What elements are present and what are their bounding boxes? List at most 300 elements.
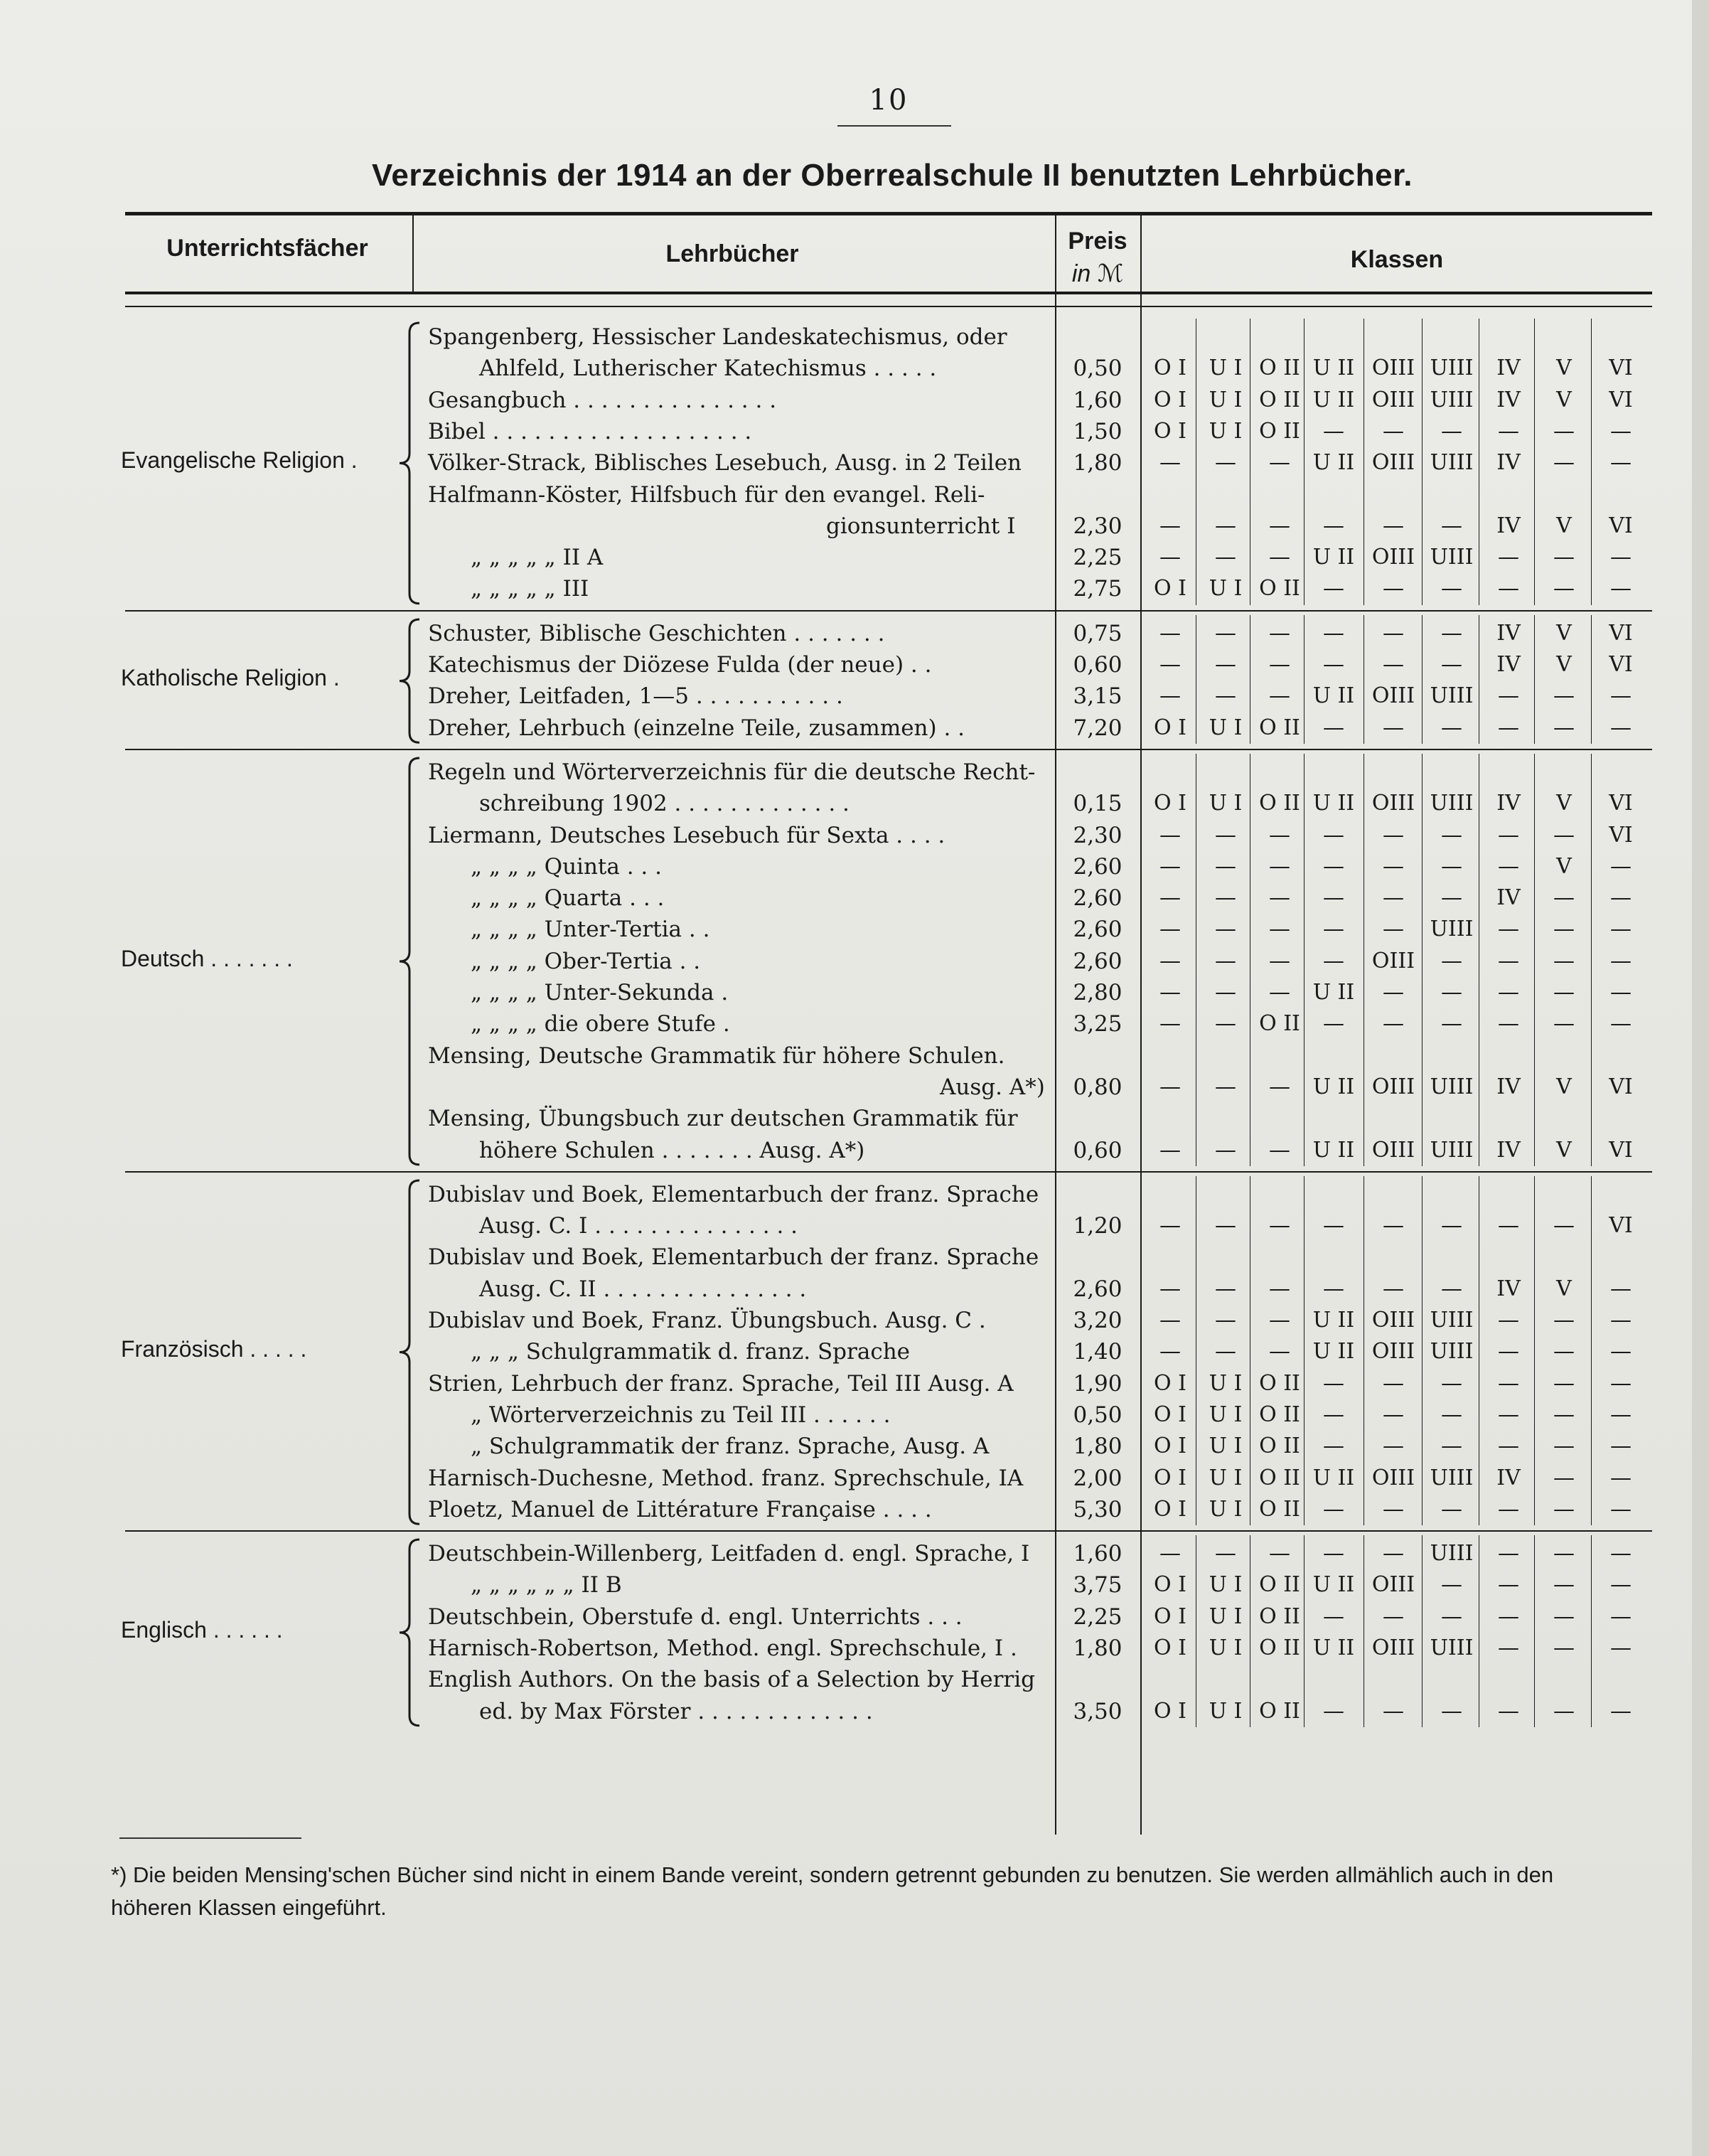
class-mark: — <box>1610 948 1632 973</box>
class-column-rule <box>1422 1176 1423 1525</box>
class-mark: — <box>1159 1137 1181 1163</box>
class-mark: U I <box>1209 1635 1243 1660</box>
class-mark: — <box>1269 853 1290 879</box>
book-price: 2,30 <box>1073 513 1123 539</box>
book-title: Katechismus der Diözese Fulda (der neue) . . <box>428 652 932 678</box>
class-mark: — <box>1553 1308 1575 1333</box>
class-mark: O II <box>1259 1465 1300 1490</box>
class-mark: — <box>1269 822 1290 848</box>
class-mark: — <box>1159 948 1181 973</box>
book-title: „ „ „ Schulgrammatik d. franz. Sprache <box>471 1339 911 1365</box>
book-title: Dreher, Leitfaden, 1—5 . . . . . . . . . . . <box>428 683 843 710</box>
class-mark: — <box>1215 620 1236 646</box>
class-mark: — <box>1383 576 1404 602</box>
class-mark: IV <box>1496 1074 1521 1099</box>
class-mark: — <box>1441 948 1462 973</box>
class-mark: O I <box>1154 1496 1186 1522</box>
class-mark: — <box>1323 1213 1344 1239</box>
class-mark: V <box>1556 387 1572 412</box>
class-mark: O I <box>1154 576 1186 602</box>
class-mark: — <box>1553 917 1575 942</box>
class-mark: IV <box>1496 1465 1521 1490</box>
class-mark: — <box>1215 1074 1236 1099</box>
header-price <box>1055 225 1140 290</box>
class-mark: — <box>1383 1698 1404 1724</box>
class-mark: OIII <box>1371 1465 1415 1490</box>
class-mark: O II <box>1259 1370 1300 1396</box>
class-mark: — <box>1383 1541 1404 1567</box>
book-price: 0,50 <box>1073 1402 1123 1428</box>
class-mark: IV <box>1496 885 1521 911</box>
book-price: 1,60 <box>1073 387 1123 413</box>
class-mark: — <box>1441 418 1462 444</box>
class-mark: — <box>1269 1213 1290 1239</box>
subject-label: Englisch . . . . . . <box>121 1617 283 1643</box>
class-mark: — <box>1159 683 1181 709</box>
class-mark: O I <box>1154 387 1186 412</box>
class-mark: — <box>1383 1370 1404 1396</box>
book-price: 2,80 <box>1073 980 1123 1005</box>
class-mark: IV <box>1496 387 1521 412</box>
class-mark: V <box>1556 1074 1572 1099</box>
book-title: „ „ „ „ „ „ II B <box>471 1572 622 1599</box>
class-mark: — <box>1323 948 1344 973</box>
class-mark: — <box>1498 980 1519 1005</box>
class-mark: — <box>1610 715 1632 740</box>
class-mark: — <box>1159 980 1181 1005</box>
book-price: 2,30 <box>1073 822 1123 848</box>
book-title: Mensing, Deutsche Grammatik für höhere Schulen. <box>428 1042 1005 1069</box>
class-mark: — <box>1553 683 1575 709</box>
book-price: 1,80 <box>1073 1434 1123 1460</box>
class-mark: — <box>1498 1496 1519 1522</box>
book-price: 5,30 <box>1073 1496 1123 1522</box>
class-mark: — <box>1498 1434 1519 1459</box>
class-mark: — <box>1441 715 1462 740</box>
class-mark: IV <box>1496 1276 1521 1301</box>
class-mark: U I <box>1209 791 1243 816</box>
class-mark: UIII <box>1430 1465 1474 1490</box>
class-mark: — <box>1159 1541 1181 1567</box>
class-mark: — <box>1441 576 1462 602</box>
class-mark: — <box>1323 1434 1344 1459</box>
class-mark: — <box>1610 1465 1632 1490</box>
book-title: Gesangbuch . . . . . . . . . . . . . . . <box>428 387 777 413</box>
class-mark: — <box>1610 853 1632 879</box>
class-mark: — <box>1498 1370 1519 1396</box>
class-mark: — <box>1323 513 1344 538</box>
class-mark: O I <box>1154 1370 1186 1396</box>
class-mark: — <box>1323 1698 1344 1724</box>
class-mark: O I <box>1154 1402 1186 1427</box>
class-mark: — <box>1610 683 1632 709</box>
class-mark: — <box>1383 822 1404 848</box>
class-mark: — <box>1498 822 1519 848</box>
class-mark: OIII <box>1371 545 1415 570</box>
class-mark: O II <box>1259 1572 1300 1598</box>
class-column-rule <box>1591 615 1592 744</box>
class-column-rule <box>1591 319 1592 605</box>
book-price: 1,50 <box>1073 418 1123 444</box>
class-mark: — <box>1553 450 1575 476</box>
class-column-rule <box>1534 1535 1535 1727</box>
book-title: Ahlfeld, Lutherischer Katechismus . . . . . <box>479 356 937 382</box>
class-mark: — <box>1323 715 1344 740</box>
brace-icon <box>395 321 424 605</box>
class-mark: — <box>1215 1213 1236 1239</box>
class-mark: O II <box>1259 1635 1300 1660</box>
class-mark: — <box>1159 1339 1181 1365</box>
class-mark: — <box>1159 620 1181 646</box>
class-mark: — <box>1498 418 1519 444</box>
class-mark: — <box>1323 1011 1344 1037</box>
class-mark: — <box>1215 652 1236 677</box>
class-mark: — <box>1553 715 1575 740</box>
book-price: 2,60 <box>1073 853 1123 880</box>
book-title: Dubislav und Boek, Elementarbuch der franz. Sprache <box>428 1181 1039 1207</box>
book-title: „ „ „ „ „ II A <box>471 545 604 571</box>
class-mark: — <box>1553 948 1575 973</box>
class-mark: — <box>1323 1370 1344 1396</box>
book-price: 0,60 <box>1073 652 1123 678</box>
book-title: Halfmann-Köster, Hilfsbuch für den evangel. Reli- <box>428 481 985 508</box>
class-mark: — <box>1215 683 1236 709</box>
class-mark: — <box>1553 1635 1575 1660</box>
class-mark: — <box>1323 853 1344 879</box>
class-mark: — <box>1383 715 1404 740</box>
class-mark: — <box>1215 513 1236 538</box>
class-mark: U I <box>1209 418 1243 444</box>
class-mark: — <box>1498 683 1519 709</box>
class-mark: UIII <box>1430 1074 1474 1099</box>
class-mark: O II <box>1259 356 1300 381</box>
book-title: Deutschbein-Willenberg, Leitfaden d. engl. Sprache, I <box>428 1541 1030 1567</box>
book-price: 0,15 <box>1073 791 1123 817</box>
class-mark: UIII <box>1430 1635 1474 1660</box>
class-mark: — <box>1159 1213 1181 1239</box>
class-mark: — <box>1323 652 1344 677</box>
class-mark: — <box>1215 1137 1236 1163</box>
class-mark: U II <box>1312 1465 1355 1490</box>
class-column-rule <box>1591 1535 1592 1727</box>
class-mark: OIII <box>1371 450 1415 476</box>
class-mark: — <box>1553 545 1575 570</box>
class-mark: VI <box>1609 652 1633 677</box>
class-mark: — <box>1498 917 1519 942</box>
class-mark: O II <box>1259 1434 1300 1459</box>
class-mark: OIII <box>1371 1074 1415 1099</box>
class-mark: — <box>1159 822 1181 848</box>
class-mark: — <box>1553 1370 1575 1396</box>
book-price: 3,15 <box>1073 683 1123 710</box>
class-mark: — <box>1610 1603 1632 1629</box>
class-mark: UIII <box>1430 1308 1474 1333</box>
class-mark: U I <box>1209 356 1243 381</box>
class-mark: VI <box>1609 387 1633 412</box>
class-mark: V <box>1556 513 1572 538</box>
class-mark: — <box>1383 1434 1404 1459</box>
book-title: „ „ „ „ Unter-Sekunda . <box>471 980 729 1005</box>
class-mark: — <box>1553 1572 1575 1598</box>
book-title: Völker-Strack, Biblisches Lesebuch, Ausg. in 2 Teilen <box>428 450 1022 476</box>
class-mark: O I <box>1154 1434 1186 1459</box>
book-price: 0,50 <box>1073 356 1123 382</box>
book-price: 2,60 <box>1073 948 1123 974</box>
class-mark: UIII <box>1430 791 1474 816</box>
class-mark: — <box>1159 450 1181 476</box>
class-mark: — <box>1269 980 1290 1005</box>
book-price: 2,75 <box>1073 576 1123 602</box>
class-mark: — <box>1553 1213 1575 1239</box>
class-mark: — <box>1383 1011 1404 1037</box>
class-mark: U I <box>1209 715 1243 740</box>
class-mark: OIII <box>1371 387 1415 412</box>
class-mark: — <box>1269 917 1290 942</box>
class-mark: — <box>1610 1402 1632 1427</box>
class-mark: — <box>1159 652 1181 677</box>
subject-label: Deutsch . . . . . . . <box>121 945 293 971</box>
class-mark: — <box>1215 450 1236 476</box>
class-mark: O II <box>1259 1402 1300 1427</box>
class-mark: VI <box>1609 513 1633 538</box>
class-mark: O II <box>1259 791 1300 816</box>
header-price-line1: Preis <box>1068 228 1127 255</box>
class-mark: V <box>1556 652 1572 677</box>
class-mark: — <box>1383 620 1404 646</box>
class-mark: VI <box>1609 822 1633 848</box>
class-mark: UIII <box>1430 545 1474 570</box>
class-mark: OIII <box>1371 1137 1415 1163</box>
class-mark: — <box>1553 576 1575 602</box>
class-mark: IV <box>1496 620 1521 646</box>
class-mark: IV <box>1496 652 1521 677</box>
class-mark: IV <box>1496 513 1521 538</box>
class-mark: — <box>1553 1465 1575 1490</box>
class-mark: VI <box>1609 1213 1633 1239</box>
class-mark: — <box>1215 885 1236 911</box>
class-mark: — <box>1498 576 1519 602</box>
class-mark: — <box>1610 1572 1632 1598</box>
book-title: „ Wörterverzeichnis zu Teil III . . . . . . <box>471 1402 891 1428</box>
class-mark: — <box>1610 980 1632 1005</box>
book-price: 3,25 <box>1073 1011 1123 1037</box>
class-mark: — <box>1383 917 1404 942</box>
book-price: 2,60 <box>1073 1276 1123 1302</box>
class-mark: UIII <box>1430 387 1474 412</box>
class-mark: U II <box>1312 1074 1355 1099</box>
class-mark: — <box>1159 853 1181 879</box>
page-edge <box>1692 0 1709 2156</box>
class-mark: O I <box>1154 1603 1186 1629</box>
book-price: 1,90 <box>1073 1370 1123 1397</box>
class-mark: U II <box>1312 356 1355 381</box>
book-title: Bibel . . . . . . . . . . . . . . . . . . . <box>428 418 752 444</box>
book-title: Schuster, Biblische Geschichten . . . . . . . <box>428 620 885 646</box>
class-mark: VI <box>1609 356 1633 381</box>
class-mark: U I <box>1209 1434 1243 1459</box>
brace-icon <box>395 757 424 1166</box>
class-mark: — <box>1269 948 1290 973</box>
book-title: „ „ „ „ Ober-Tertia . . <box>471 948 701 974</box>
class-mark: IV <box>1496 450 1521 476</box>
book-title: Ausg. C. I . . . . . . . . . . . . . . . <box>479 1213 798 1239</box>
class-mark: OIII <box>1371 683 1415 709</box>
book-title: schreibung 1902 . . . . . . . . . . . . . <box>479 791 850 817</box>
header-books: Lehrbücher <box>665 240 799 267</box>
class-mark: — <box>1553 1496 1575 1522</box>
class-mark: — <box>1159 1074 1181 1099</box>
brace-icon <box>395 1179 424 1525</box>
book-price: 0,80 <box>1073 1074 1123 1100</box>
class-mark: — <box>1159 513 1181 538</box>
class-mark: O I <box>1154 356 1186 381</box>
class-mark: V <box>1556 853 1572 879</box>
class-mark: — <box>1498 853 1519 879</box>
page-number-rule <box>837 125 951 127</box>
class-mark: — <box>1383 1276 1404 1301</box>
footnote-rule <box>119 1837 301 1839</box>
book-price: 1,80 <box>1073 1635 1123 1661</box>
class-mark: — <box>1383 885 1404 911</box>
class-mark: — <box>1323 620 1344 646</box>
class-mark: — <box>1323 1402 1344 1427</box>
class-mark: — <box>1383 652 1404 677</box>
book-price: 2,25 <box>1073 1603 1123 1630</box>
class-mark: O II <box>1259 1603 1300 1629</box>
class-mark: — <box>1553 980 1575 1005</box>
class-mark: — <box>1383 1213 1404 1239</box>
book-price: 3,75 <box>1073 1572 1123 1599</box>
class-mark: VI <box>1609 791 1633 816</box>
group-separator <box>125 1530 1652 1532</box>
table-header-rule <box>125 292 1652 294</box>
class-mark: V <box>1556 356 1572 381</box>
class-mark: — <box>1269 652 1290 677</box>
book-price: 1,40 <box>1073 1339 1123 1365</box>
class-mark: U II <box>1312 980 1355 1005</box>
class-mark: — <box>1441 1276 1462 1301</box>
book-title: Ploetz, Manuel de Littérature Française . . . . <box>428 1496 932 1522</box>
class-mark: — <box>1610 1541 1632 1567</box>
class-mark: V <box>1556 1137 1572 1163</box>
brace-icon <box>395 618 424 744</box>
class-mark: — <box>1553 1402 1575 1427</box>
class-mark: O II <box>1259 576 1300 602</box>
class-mark: — <box>1215 822 1236 848</box>
class-mark: O I <box>1154 791 1186 816</box>
rule-subject-books <box>412 213 414 292</box>
class-mark: — <box>1323 1276 1344 1301</box>
book-title: „ „ „ „ die obere Stufe . <box>471 1011 730 1037</box>
class-mark: VI <box>1609 1137 1633 1163</box>
class-mark: VI <box>1609 1074 1633 1099</box>
class-mark: — <box>1441 1370 1462 1396</box>
book-title: gionsunterricht I <box>826 513 1016 539</box>
book-title: Spangenberg, Hessischer Landeskatechismus, oder <box>428 324 1007 350</box>
book-price: 1,60 <box>1073 1541 1123 1567</box>
class-mark: — <box>1159 1308 1181 1333</box>
class-mark: U II <box>1312 387 1355 412</box>
class-mark: O II <box>1259 387 1300 412</box>
class-mark: — <box>1610 418 1632 444</box>
class-mark: U I <box>1209 1572 1243 1598</box>
class-mark: — <box>1553 1011 1575 1037</box>
class-mark: — <box>1215 1276 1236 1301</box>
class-mark: — <box>1553 885 1575 911</box>
class-mark: — <box>1553 418 1575 444</box>
class-mark: O I <box>1154 1465 1186 1490</box>
book-title: „ „ „ „ „ III <box>471 576 589 602</box>
class-mark: — <box>1215 1011 1236 1037</box>
class-mark: — <box>1441 1496 1462 1522</box>
page-number: 10 <box>869 84 909 117</box>
header-classes: Klassen <box>1350 246 1444 273</box>
class-mark: U I <box>1209 1698 1243 1724</box>
class-mark: — <box>1441 1572 1462 1598</box>
header-subjects: Unterrichtsfächer <box>166 235 368 262</box>
class-mark: IV <box>1496 356 1521 381</box>
class-mark: — <box>1323 822 1344 848</box>
class-mark: U I <box>1209 1603 1243 1629</box>
class-mark: O I <box>1154 1572 1186 1598</box>
class-mark: UIII <box>1430 1541 1474 1567</box>
class-column-rule <box>1422 319 1423 605</box>
class-mark: UIII <box>1430 917 1474 942</box>
class-mark: OIII <box>1371 1308 1415 1333</box>
class-mark: U II <box>1312 683 1355 709</box>
class-mark: V <box>1556 620 1572 646</box>
book-title: Strien, Lehrbuch der franz. Sprache, Teil III Ausg. A <box>428 1370 1014 1397</box>
book-price: 2,60 <box>1073 917 1123 943</box>
class-mark: — <box>1610 1011 1632 1037</box>
class-mark: — <box>1215 1339 1236 1365</box>
class-mark: U II <box>1312 1635 1355 1660</box>
class-mark: OIII <box>1371 791 1415 816</box>
class-mark: — <box>1269 1541 1290 1567</box>
class-mark: — <box>1610 545 1632 570</box>
book-title: Dubislav und Boek, Franz. Übungsbuch. Ausg. C . <box>428 1308 986 1333</box>
class-mark: — <box>1269 1276 1290 1301</box>
book-title: „ Schulgrammatik der franz. Sprache, Ausg. A <box>471 1434 990 1460</box>
book-title: English Authors. On the basis of a Selection by Herrig <box>428 1667 1036 1693</box>
book-title: ed. by Max Förster . . . . . . . . . . . . . <box>479 1698 873 1724</box>
class-mark: OIII <box>1371 356 1415 381</box>
class-mark: — <box>1269 1339 1290 1365</box>
class-mark: — <box>1215 980 1236 1005</box>
class-mark: — <box>1159 917 1181 942</box>
class-mark: IV <box>1496 1137 1521 1163</box>
class-mark: — <box>1610 885 1632 911</box>
class-mark: — <box>1610 1339 1632 1365</box>
book-title: Harnisch-Duchesne, Method. franz. Sprechschule, IA <box>428 1465 1024 1491</box>
class-mark: — <box>1441 652 1462 677</box>
class-mark: — <box>1498 1213 1519 1239</box>
class-mark: — <box>1610 1635 1632 1660</box>
class-mark: O I <box>1154 1698 1186 1724</box>
class-mark: — <box>1610 576 1632 602</box>
class-mark: UIII <box>1430 356 1474 381</box>
class-mark: — <box>1215 1541 1236 1567</box>
class-mark: — <box>1441 1011 1462 1037</box>
class-mark: — <box>1553 1698 1575 1724</box>
class-mark: — <box>1159 1011 1181 1037</box>
class-mark: — <box>1323 917 1344 942</box>
group-separator <box>125 749 1652 750</box>
book-price: 1,80 <box>1073 450 1123 476</box>
class-mark: V <box>1556 1276 1572 1301</box>
class-mark: — <box>1610 1308 1632 1333</box>
class-column-rule <box>1422 1535 1423 1727</box>
